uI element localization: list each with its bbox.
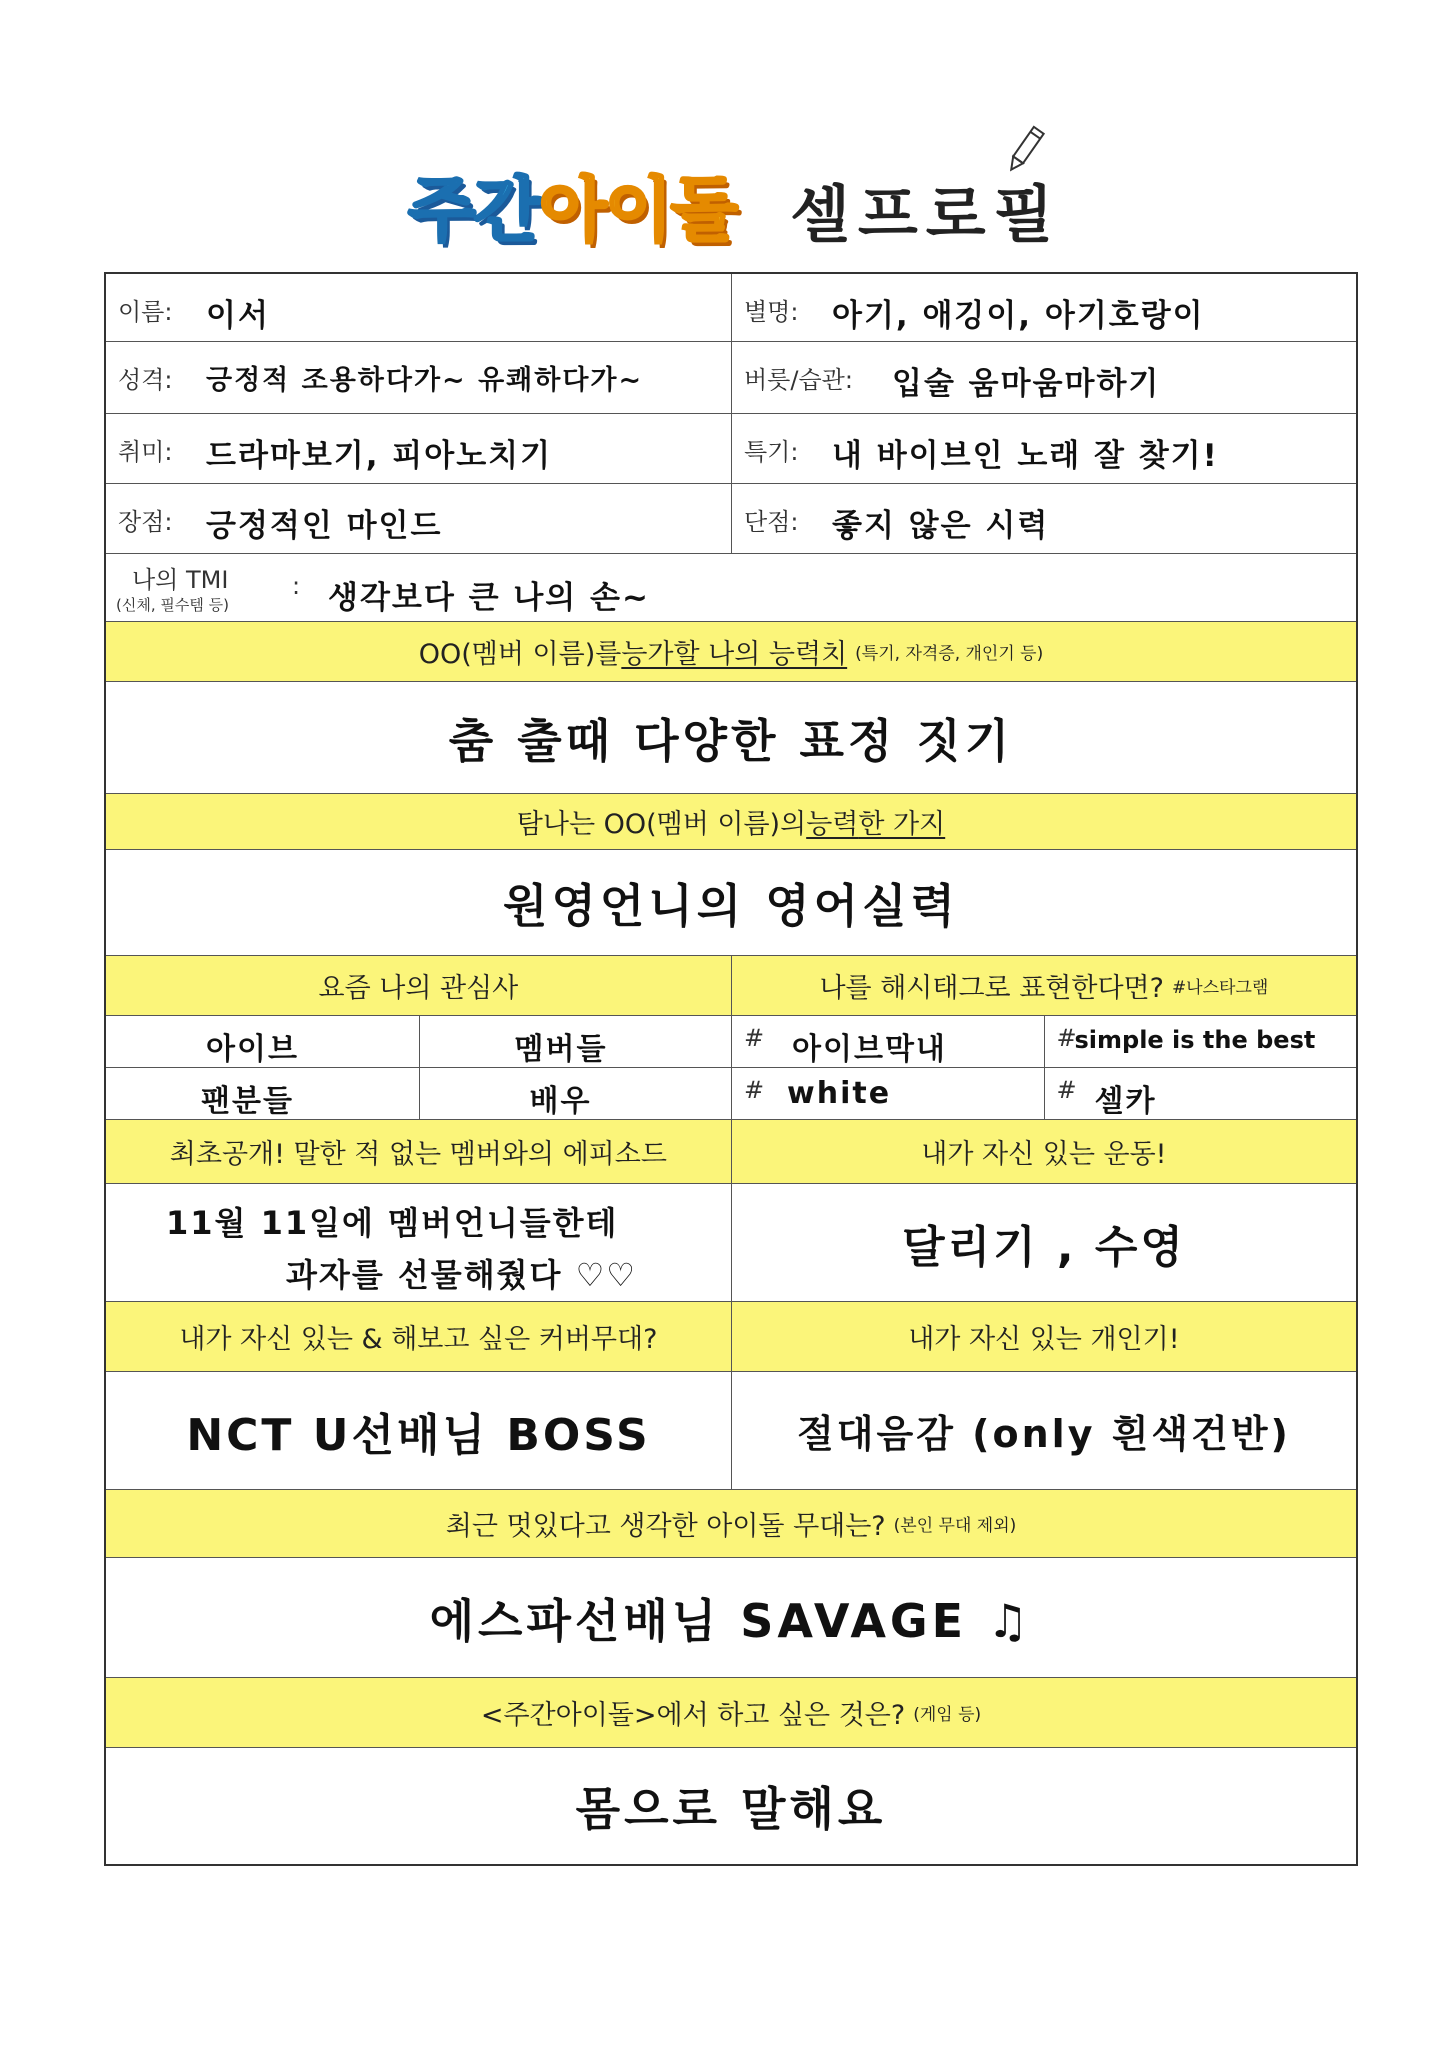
q2-pre: 탐나는 OO(멤버 이름)의: [516, 809, 807, 840]
profile-form: [104, 272, 1358, 1866]
stage-header-small: (본인 무대 제외): [893, 1516, 1017, 1536]
q2-underlined-2: 한 가지: [858, 809, 946, 840]
tmi-colon: :: [292, 572, 301, 600]
row-hobby: [106, 414, 1356, 484]
skill-header: 내가 자신 있는 개인기!: [731, 1302, 1356, 1371]
sport-answer: 달리기 , 수영: [731, 1184, 1356, 1301]
logo-text-b: 아이돌: [539, 169, 737, 251]
q1-small: (특기, 자격증, 개인기 등): [855, 644, 1044, 664]
stage-answer-row: [106, 1558, 1356, 1678]
episode-sport-header: [106, 1120, 1356, 1184]
episode-line-1: 11월 11일에 멤버언니들한테: [166, 1204, 619, 1242]
q1-underlined: 능가할 나의 능력치: [621, 639, 848, 670]
q2-answer-row: [106, 850, 1356, 956]
merit-value: 긍정적인 마인드: [206, 508, 443, 544]
interest-item: 배우: [529, 1084, 592, 1119]
weekly-idol-logo: [408, 170, 748, 250]
row-personality: [106, 342, 1356, 414]
q2-underlined-1: 능력: [806, 809, 859, 840]
hash-symbol: #: [1056, 1076, 1077, 1104]
habit-label: 버릇/습관:: [744, 366, 853, 394]
wish-header-small: (게임 등): [913, 1705, 982, 1725]
interests-row-2: [106, 1068, 1356, 1120]
cover-skill-answer: [106, 1372, 1356, 1490]
name-label: 이름:: [118, 298, 173, 326]
stage-header-text: 최근 멋있다고 생각한 아이돌 무대는?: [445, 1511, 886, 1542]
page-title: 셀프로필: [790, 178, 1062, 251]
stage-header: [106, 1490, 1356, 1558]
q2-answer: 원영언니의 영어실력: [503, 878, 959, 933]
episode-sport-answer: [106, 1184, 1356, 1302]
pencil-icon: [1005, 120, 1045, 180]
row-name: [106, 274, 1356, 342]
hashtag-header-small: #나스타그램: [1171, 978, 1269, 998]
hashtag-item: 아이브막내: [792, 1032, 947, 1067]
interests-hashtag-header: [106, 956, 1356, 1016]
tmi-value: 생각보다 큰 나의 손~: [328, 580, 650, 616]
hashtag-header: 나를 해시태그로 표현한다면?: [819, 973, 1164, 1004]
nickname-label: 별명:: [744, 298, 799, 326]
q1-pre: OO(멤버 이름)를: [418, 639, 622, 670]
wish-header-text: <주간아이돌>에서 하고 싶은 것은?: [480, 1700, 906, 1731]
episode-header: 최초공개! 말한 적 없는 멤버와의 에피소드: [169, 1139, 667, 1170]
talent-value: 내 바이브인 노래 잘 찾기!: [832, 438, 1219, 474]
q1-answer-row: [106, 682, 1356, 794]
skill-answer: 절대음감 (only 흰색건반): [731, 1372, 1356, 1489]
hobby-label: 취미:: [118, 438, 173, 466]
name-value: 이서: [206, 298, 270, 334]
hashtag-item: 셀카: [1094, 1084, 1157, 1119]
talent-label: 특기:: [744, 438, 799, 466]
wish-answer: 몸으로 말해요: [575, 1782, 887, 1836]
hash-symbol: #: [744, 1024, 765, 1052]
episode-line-2: 과자를 선물해줬다 ♡♡: [286, 1256, 637, 1294]
wish-header: [106, 1678, 1356, 1748]
interest-item: 아이브: [206, 1032, 299, 1067]
nickname-value: 아기, 애깅이, 아기호랑이: [832, 298, 1205, 334]
page-header: [0, 110, 1448, 260]
hobby-value: 드라마보기, 피아노치기: [206, 438, 553, 474]
hash-symbol: #: [744, 1076, 765, 1104]
tmi-sub-label: (신체, 필수템 등): [116, 596, 229, 614]
hash-symbol: #: [1056, 1024, 1077, 1052]
stage-answer: 에스파선배님 SAVAGE ♫: [429, 1593, 1033, 1648]
cover-header: 내가 자신 있는 & 해보고 싶은 커버무대?: [179, 1324, 658, 1355]
tmi-label: 나의 TMI: [132, 566, 229, 594]
wish-answer-row: [106, 1748, 1356, 1864]
row-tmi: [106, 554, 1356, 622]
hashtag-item: simple is the best: [1074, 1026, 1316, 1054]
flaw-value: 좋지 않은 시력: [832, 508, 1050, 544]
q1-answer: 춤 출때 다양한 표정 짓기: [448, 713, 1014, 768]
flaw-label: 단점:: [744, 508, 799, 536]
habit-value: 입술 움마움마하기: [892, 366, 1161, 402]
personality-label: 성격:: [118, 366, 173, 394]
q1-header: [106, 622, 1356, 682]
interests-row-1: [106, 1016, 1356, 1068]
interests-header: 요즘 나의 관심사: [318, 973, 519, 1004]
hashtag-item: white: [787, 1076, 892, 1111]
cover-answer: NCT U선배님 BOSS: [186, 1409, 651, 1461]
personality-value: 긍정적 조용하다가~ 유쾌하다가~: [206, 365, 644, 396]
row-merit: [106, 484, 1356, 554]
q2-header: [106, 794, 1356, 850]
merit-label: 장점:: [118, 508, 173, 536]
logo-text-a: 주간: [408, 169, 540, 251]
interest-item: 멤버들: [514, 1032, 608, 1067]
sport-header: 내가 자신 있는 운동!: [731, 1120, 1356, 1183]
cover-skill-header: [106, 1302, 1356, 1372]
interest-item: 팬분들: [201, 1084, 294, 1119]
